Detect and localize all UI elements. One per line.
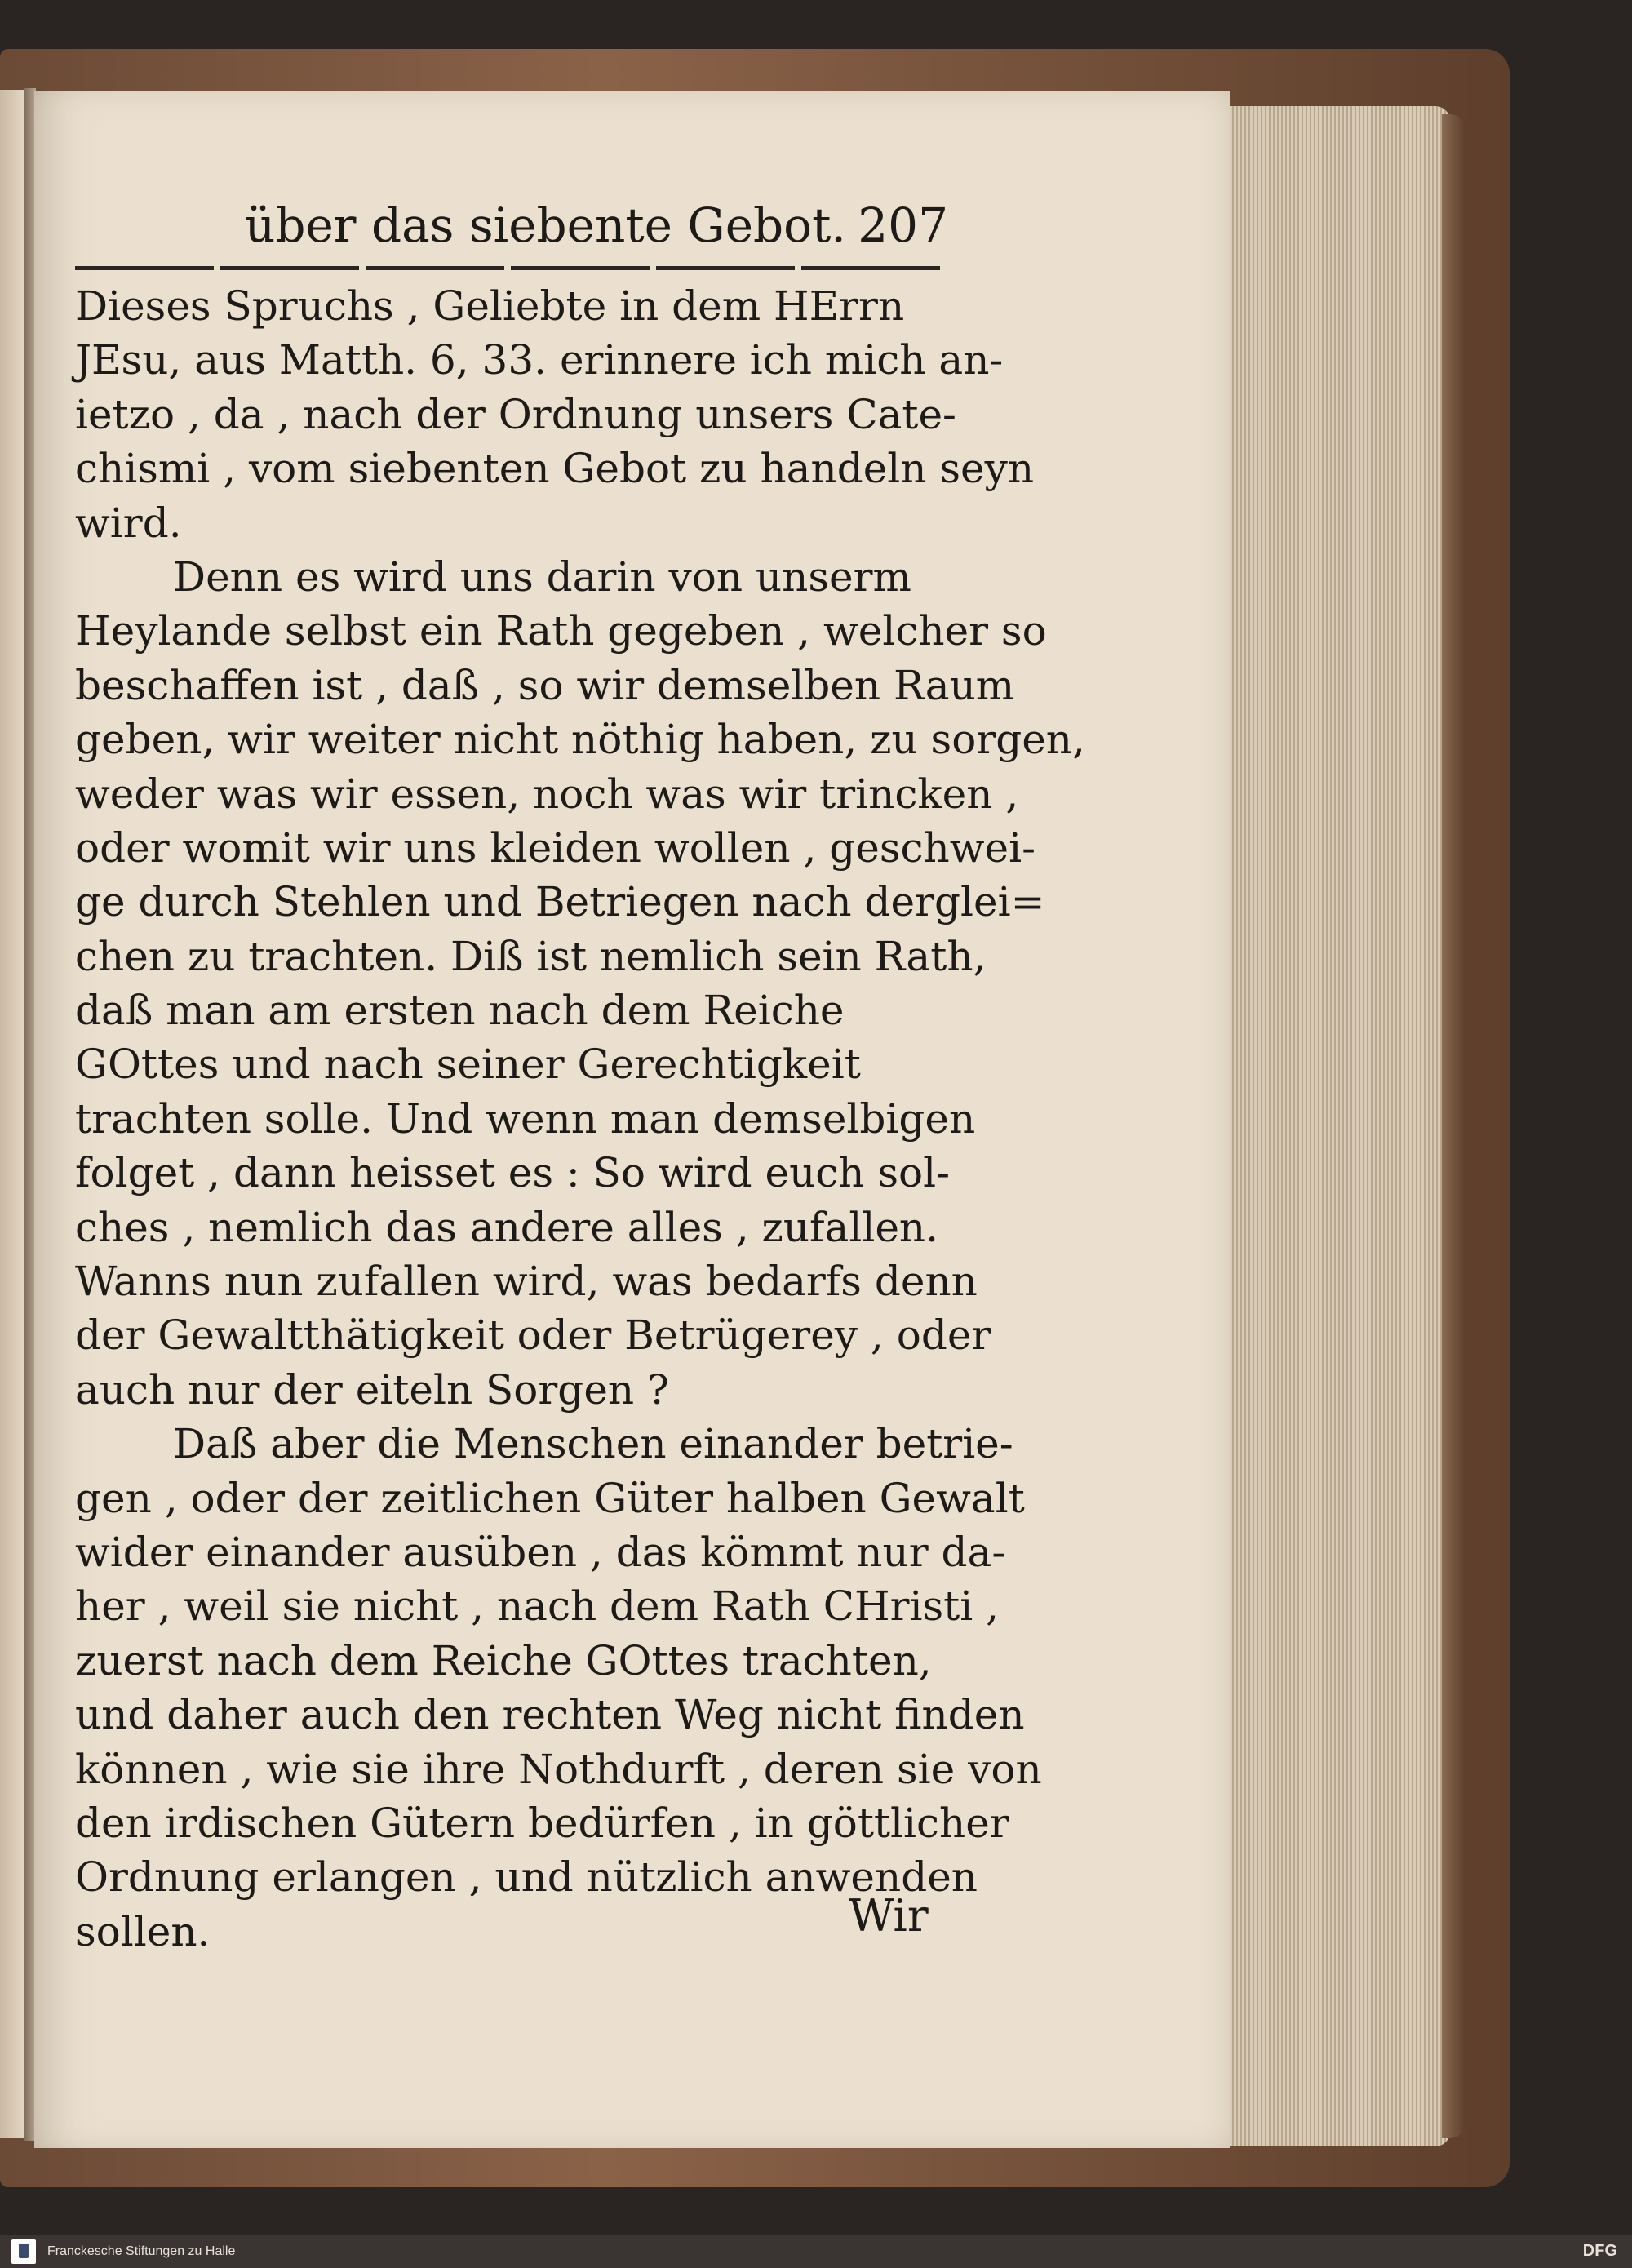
text-line: wird. — [75, 499, 182, 547]
text-line: wider einander ausüben , das kömmt nur da- — [75, 1528, 1006, 1576]
text-line: beschaffen ist , daß , so wir demselben Raum — [75, 661, 1015, 709]
institution-logo-icon — [11, 2239, 36, 2264]
footer-bar — [0, 2235, 1632, 2268]
page-number: 207 — [858, 198, 948, 253]
text-line: her , weil sie nicht , nach dem Rath CHristi , — [75, 1582, 1000, 1631]
text-line: ches , nemlich das andere alles , zufallen. — [75, 1203, 939, 1251]
text-line: JEsu, aus Matth. 6, 33. erinnere ich mich an- — [75, 336, 1004, 384]
text-line: können , wie sie ihre Nothdurft , deren sie von — [75, 1745, 1042, 1793]
text-line: chen zu trachten. Diß ist nemlich sein Rath, — [75, 932, 987, 980]
text-line: geben, wir weiter nicht nöthig haben, zu sorgen, — [75, 716, 1085, 764]
text-line: auch nur der eiteln Sorgen ? — [75, 1365, 669, 1414]
text-line: Daß aber die Menschen einander betrie- — [173, 1420, 1013, 1468]
text-line: zuerst nach dem Reiche GOttes trachten, — [75, 1636, 932, 1684]
page-edges — [1230, 106, 1450, 2146]
header-rule — [75, 266, 947, 270]
text-line: Heylande selbst ein Rath gegeben , welcher so — [75, 607, 1047, 655]
text-line: sollen. — [75, 1907, 211, 1955]
text-line: den irdischen Gütern bedürfen , in göttlicher — [75, 1799, 1009, 1847]
text-line: Dieses Spruchs , Geliebte in dem HErrn — [75, 282, 905, 330]
text-line: und daher auch den rechten Weg nicht finden — [75, 1691, 1025, 1739]
text-line: folget , dann heisset es : So wird euch sol- — [75, 1149, 951, 1197]
text-line: trachten solle. Und wenn man demselbigen — [75, 1094, 976, 1143]
text-line: ge durch Stehlen und Betriegen nach derglei= — [75, 878, 1045, 926]
text-line: Ordnung erlangen , und nützlich anwenden — [75, 1853, 978, 1902]
text-line: Wanns nun zufallen wird, was bedarfs denn — [75, 1258, 978, 1306]
text-line: Denn es wird uns darin von unserm — [173, 553, 911, 601]
text-line: oder womit wir uns kleiden wollen , geschwei- — [75, 823, 1036, 872]
text-line: GOttes und nach seiner Gerechtigkeit — [75, 1041, 861, 1089]
institution-name: Franckesche Stiftungen zu Halle — [47, 2244, 236, 2258]
running-title: über das siebente Gebot. — [245, 198, 846, 253]
dfg-logo: DFG — [1582, 2242, 1617, 2260]
text-line: der Gewaltthätigkeit oder Betrügerey , oder — [75, 1312, 991, 1360]
text-line: daß man am ersten nach dem Reiche — [75, 987, 845, 1035]
text-line: gen , oder der zeitlichen Güter halben Gewalt — [75, 1474, 1025, 1522]
catchword: Wir — [849, 1890, 929, 1942]
text-line: ietzo , da , nach der Ordnung unsers Cate- — [75, 390, 956, 438]
body-text — [75, 279, 1085, 1959]
text-line: weder was wir essen, noch was wir trincken , — [75, 770, 1019, 818]
text-line: chismi , vom siebenten Gebot zu handeln seyn — [75, 445, 1035, 493]
